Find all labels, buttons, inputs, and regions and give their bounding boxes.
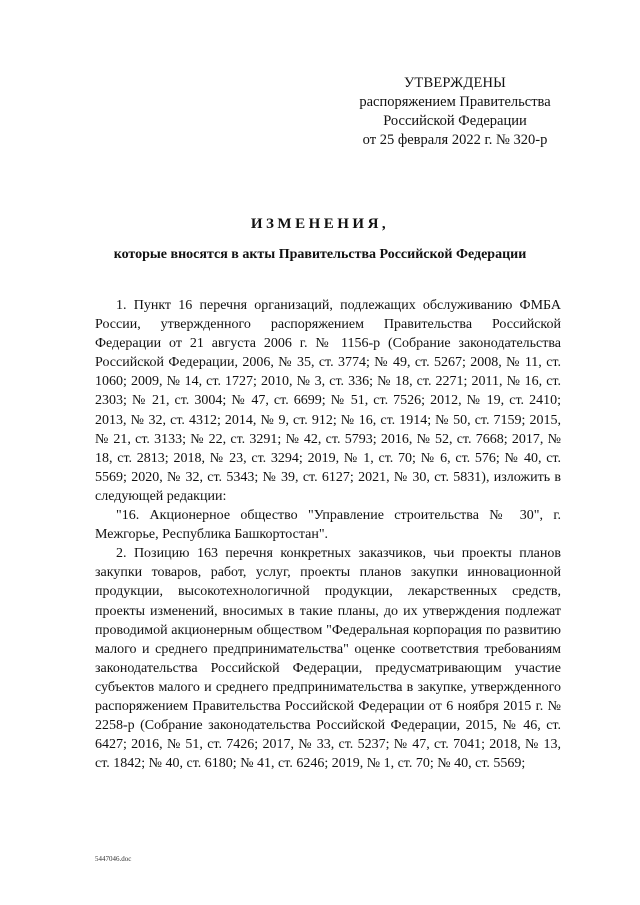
approval-line-3: от 25 февраля 2022 г. № 320-р [362,132,548,148]
paragraph-1: 1. Пункт 16 перечня организаций, подлежащих обслуживанию ФМБА России, утвержденного распоряжением Правительства Российской Федерации от 21 августа 2006 г. № 1156-р (Собрание законодательства Российской Федерации, 2006, № 35, ст. 3774; № 49, ст. 5267; 2008, № 11, ст. 1060; 2009, № 14, ст. 1727; 2010, № 3, ст. 336; № 18, ст. 2271; 2011, № 16, ст. 2303; № 21, ст. 3004; № 47, ст. 6699; № 51, ст. 7526; 2012, № 19, ст. 2410; 2013, № 32, ст. 4312; 2014, № 9, ст. 912; № 16, ст. 1914; № 50, ст. 7159; 2015, № 21, ст. 3133; № 22, ст. 3291; № 42, ст. 5793; 2016, № 52, ст. 7668; 2017, № 18, ст. 2813; 2018, № 23, ст. 3294; 2019, № 1, ст. 70; № 6, ст. 576; № 40, ст. 5569; 2020, № 32, ст. 5343; № 39, ст. 6127; 2021, № 30, ст. 5831), изложить в следующей редакции: [95,298,561,504]
approval-line-1: распоряжением Правительства [359,94,551,110]
approval-block [340,74,570,150]
document-title: ИЗМЕНЕНИЯ, [250,216,390,232]
approval-line-2: Российской Федерации [383,113,527,129]
file-reference: 5447046.doc [95,855,132,863]
approval-heading: УТВЕРЖДЕНЫ [403,75,507,91]
document-subtitle: которые вносятся в акты Правительства Российской Федерации [113,247,527,262]
document-body [95,296,561,773]
paragraph-quote: "16. Акционерное общество "Управление строительства № 30", г. Межгорье, Республика Башкортостан". [95,508,561,543]
paragraph-2: 2. Позицию 163 перечня конкретных заказчиков, чьи проекты планов закупки товаров, работ, услуг, проекты планов закупки инновационной продукции, высокотехнологичной продукции, лекарственных средств, проекты изменений, вносимых в такие планы, до их утверждения подлежат проводимой акционерным обществом "Федеральная корпорация по развитию малого и среднего предпринимательства" оценке соответствия требованиям законодательства Российской Федерации, предусматривающим участие субъектов малого и среднего предпринимательства в закупке, утвержденного распоряжением Правительства Российской Федерации от 6 ноября 2015 г. № 2258-р (Собрание законодательства Российской Федерации, 2015, № 46, ст. 6427; 2016, № 51, ст. 7426; 2017, № 33, ст. 5237; № 47, ст. 7041; 2018, № 13, ст. 1842; № 40, ст. 6180; № 41, ст. 6246; 2019, № 1, ст. 70; № 40, ст. 5569; [95,546,561,772]
